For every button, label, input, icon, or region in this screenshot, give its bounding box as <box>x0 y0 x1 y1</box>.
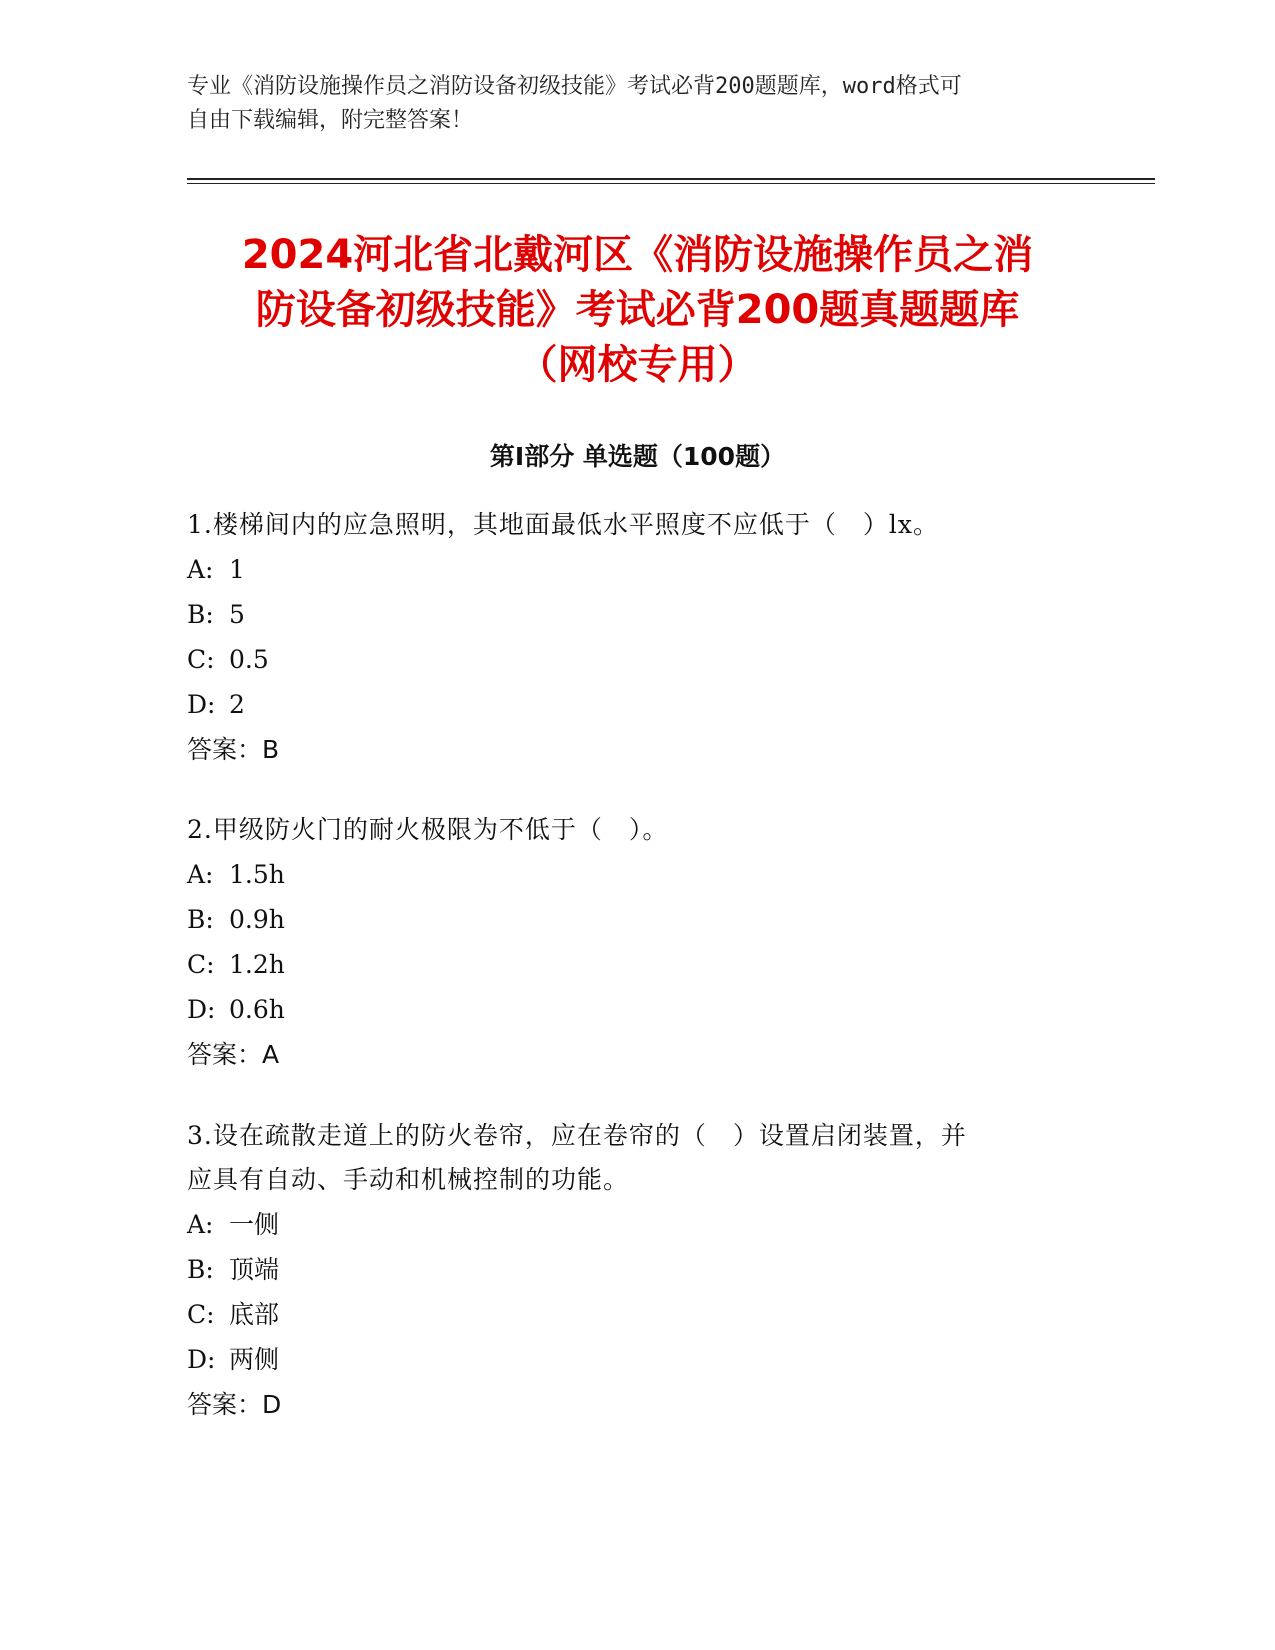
option-text: 两侧 <box>229 1345 280 1374</box>
option-key: C: <box>187 950 215 979</box>
option-key: A: <box>187 1210 214 1239</box>
option-c <box>187 942 1067 987</box>
header-divider-thin <box>187 183 1155 184</box>
option-a <box>187 852 1067 897</box>
question-stem <box>187 1114 1067 1202</box>
option-text: 1.5h <box>229 860 285 889</box>
option-text: 1 <box>229 555 245 584</box>
question-stem-line: 应具有自动、手动和机械控制的功能。 <box>187 1165 630 1194</box>
option-key: A: <box>187 555 214 584</box>
question-2 <box>187 808 1067 1077</box>
option-text: 0.6h <box>229 995 285 1024</box>
option-key: A: <box>187 860 214 889</box>
header-note-line-2: 自由下载编辑，附完整答案！ <box>187 108 474 133</box>
option-text: 0.5 <box>229 645 269 674</box>
option-key: B: <box>187 1255 214 1284</box>
question-stem <box>187 808 1067 852</box>
option-b <box>187 592 1067 637</box>
option-text: 1.2h <box>229 950 285 979</box>
title-line-1: 2024河北省北戴河区《消防设施操作员之消 <box>241 232 1034 278</box>
option-d <box>187 682 1067 727</box>
option-key: B: <box>187 905 214 934</box>
option-key: D: <box>187 995 216 1024</box>
option-key: C: <box>187 1300 215 1329</box>
header-note <box>187 70 1067 138</box>
option-a <box>187 1202 1067 1247</box>
option-text: 顶端 <box>229 1255 280 1284</box>
question-stem <box>187 503 1067 547</box>
option-key: B: <box>187 600 214 629</box>
option-text: 底部 <box>229 1300 280 1329</box>
option-text: 5 <box>229 600 245 629</box>
header-divider-thick <box>187 178 1155 180</box>
option-b <box>187 897 1067 942</box>
page-title <box>150 228 1125 393</box>
question-stem-line: 3.设在疏散走道上的防火卷帘，应在卷帘的（ ）设置启闭装置，并 <box>187 1121 967 1150</box>
question-stem-line: 2.甲级防火门的耐火极限为不低于（ ）。 <box>187 815 669 844</box>
answer-line: 答案：B <box>187 735 280 764</box>
option-key: D: <box>187 690 216 719</box>
header-note-line-1: 专业《消防设施操作员之消防设备初级技能》考试必背200题题库，word格式可 <box>187 74 962 99</box>
option-d <box>187 987 1067 1032</box>
title-line-2: 防设备初级技能》考试必背200题真题题库 <box>255 287 1020 333</box>
option-c <box>187 637 1067 682</box>
option-a <box>187 547 1067 592</box>
answer-line: 答案：D <box>187 1390 282 1419</box>
option-text: 2 <box>229 690 245 719</box>
title-line-3: （网校专用） <box>517 342 758 388</box>
option-key: D: <box>187 1345 216 1374</box>
option-b <box>187 1247 1067 1292</box>
option-text: 0.9h <box>229 905 285 934</box>
option-c <box>187 1292 1067 1337</box>
question-3 <box>187 1114 1067 1427</box>
question-1 <box>187 503 1067 772</box>
section-heading: 第Ⅰ部分 单选题（100题） <box>489 442 786 471</box>
answer-line: 答案：A <box>187 1040 280 1069</box>
option-text: 一侧 <box>229 1210 280 1239</box>
option-d <box>187 1337 1067 1382</box>
option-key: C: <box>187 645 215 674</box>
question-stem-line: 1.楼梯间内的应急照明，其地面最低水平照度不应低于（ ）lx。 <box>187 510 939 539</box>
